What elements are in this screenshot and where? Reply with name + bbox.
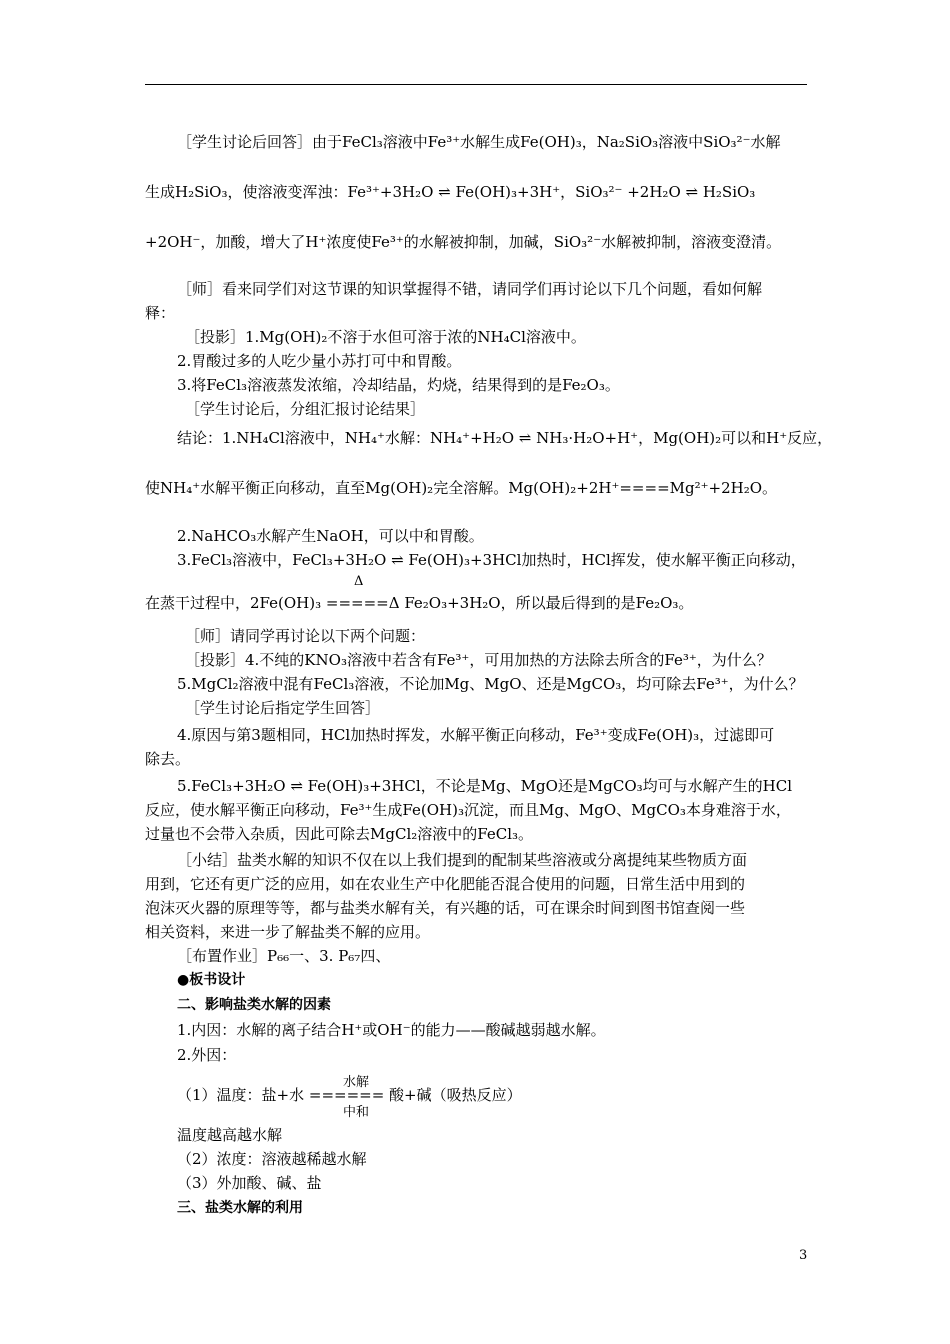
text-line-l15: ［师］请同学再讨论以下两个问题：: [185, 627, 426, 645]
text-line-l1: ［学生讨论后回答］由于FeCl₃溶液中Fe³⁺水解生成Fe(OH)₃，Na₂SiO₃溶液中SiO₃²⁻水解: [177, 133, 781, 151]
text-line-l31: 1.内因：水解的离子结合H⁺或OH⁻的能力——酸碱越弱越水解。: [177, 1021, 606, 1039]
text-line-l6: ［投影］1.Mg(OH)₂不溶于水但可溶于浓的NH₄Cl溶液中。: [185, 328, 586, 346]
text-line-l28: ［布置作业］P₆₆一、3. P₆₇四、: [177, 947, 391, 965]
text-line-l36: （3）外加酸、碱、盐: [177, 1174, 322, 1192]
text-line-l20: 除去。: [145, 750, 191, 768]
text-line-l3: +2OH⁻，加酸，增大了H⁺浓度使Fe³⁺的水解被抑制，加碱，SiO₃²⁻水解被抑制，溶液变澄清。: [145, 233, 782, 251]
text-line-l18: ［学生讨论后指定学生回答］: [185, 699, 381, 717]
text-line-l29: ●板书设计: [177, 972, 246, 988]
text-line-l17: 5.MgCl₂溶液中混有FeCl₃溶液，不论加Mg、MgO、还是MgCO₃，均可除去Fe³⁺，为什么？: [177, 675, 804, 693]
text-line-l26: 泡沫灭火器的原理等等，都与盐类水解有关，有兴趣的话，可在课余时间到图书馆查阅一些: [145, 899, 746, 917]
text-line-l19: 4.原因与第3题相同，HCl加热时挥发，水解平衡正向移动，Fe³⁺变成Fe(OH)₃，过滤即可: [177, 726, 775, 744]
text-line-l32: 2.外因：: [177, 1046, 237, 1064]
text-line-l9: ［学生讨论后，分组汇报讨论结果］: [185, 400, 426, 418]
heat-symbol: Δ: [354, 574, 364, 589]
arrow-label-bottom: 中和: [343, 1105, 370, 1120]
text-line-l23: 过量也不会带入杂质，因此可除去MgCl₂溶液中的FeCl₃。: [145, 825, 534, 843]
text-line-l8: 3.将FeCl₃溶液蒸发浓缩，冷却结晶，灼烧，结果得到的是Fe₂O₃。: [177, 376, 620, 394]
text-line-l2: 生成H₂SiO₃，使溶液变浑浊：Fe³⁺+3H₂O ⇌ Fe(OH)₃+3H⁺，SiO₃²⁻ +2H₂O ⇌ H₂SiO₃: [145, 183, 756, 201]
text-line-l25: 用到，它还有更广泛的应用，如在农业生产中化肥能否混合使用的问题，日常生活中用到的: [145, 875, 746, 893]
text-line-l13: 3.FeCl₃溶液中，FeCl₃+3H₂O ⇌ Fe(OH)₃+3HCl加热时，HCl挥发，使水解平衡正向移动，: [177, 551, 806, 569]
page-number: 3: [799, 1248, 808, 1263]
text-line-l11: 使NH₄⁺水解平衡正向移动，直至Mg(OH)₂完全溶解。Mg(OH)₂+2H⁺====Mg²⁺+2H₂O。: [145, 479, 778, 497]
arrow-label-top: 水解: [343, 1075, 370, 1090]
text-line-l24: ［小结］盐类水解的知识不仅在以上我们提到的配制某些溶液或分离提纯某些物质方面: [177, 851, 748, 869]
text-line-l33: （1）温度：盐+水 ====== 酸+碱（吸热反应）: [177, 1086, 522, 1104]
text-line-l16: ［投影］4.不纯的KNO₃溶液中若含有Fe³⁺，可用加热的方法除去所含的Fe³⁺，为什么？: [185, 651, 772, 669]
text-line-l22: 反应，使水解平衡正向移动，Fe³⁺生成Fe(OH)₃沉淀，而且Mg、MgO、MgCO₃本身难溶于水，: [145, 801, 791, 819]
text-line-l4: ［师］看来同学们对这节课的知识掌握得不错，请同学们再讨论以下几个问题，看如何解: [177, 280, 763, 298]
text-line-l21: 5.FeCl₃+3H₂O ⇌ Fe(OH)₃+3HCl，不论是Mg、MgO还是MgCO₃均可与水解产生的HCl: [177, 777, 793, 795]
text-line-l7: 2.胃酸过多的人吃少量小苏打可中和胃酸。: [177, 352, 462, 370]
text-line-l5: 释：: [145, 304, 176, 322]
text-line-l10: 结论：1.NH₄Cl溶液中，NH₄⁺水解：NH₄⁺+H₂O ⇌ NH₃·H₂O+H⁺，Mg(OH)₂可以和H⁺反应，: [177, 429, 833, 447]
text-line-l35: （2）浓度：溶液越稀越水解: [177, 1150, 367, 1168]
text-line-l27: 相关资料，来进一步了解盐类不解的应用。: [145, 923, 431, 941]
text-line-l30: 二、影响盐类水解的因素: [177, 997, 331, 1013]
text-line-l12: 2.NaHCO₃水解产生NaOH，可以中和胃酸。: [177, 527, 484, 545]
text-line-l14: 在蒸干过程中，2Fe(OH)₃ =====Δ Fe₂O₃+3H₂O，所以最后得到的是Fe₂O₃。: [145, 594, 694, 612]
text-line-l37: 三、盐类水解的利用: [177, 1200, 303, 1216]
header-rule: [145, 84, 807, 85]
text-line-l34: 温度越高越水解: [177, 1126, 283, 1144]
